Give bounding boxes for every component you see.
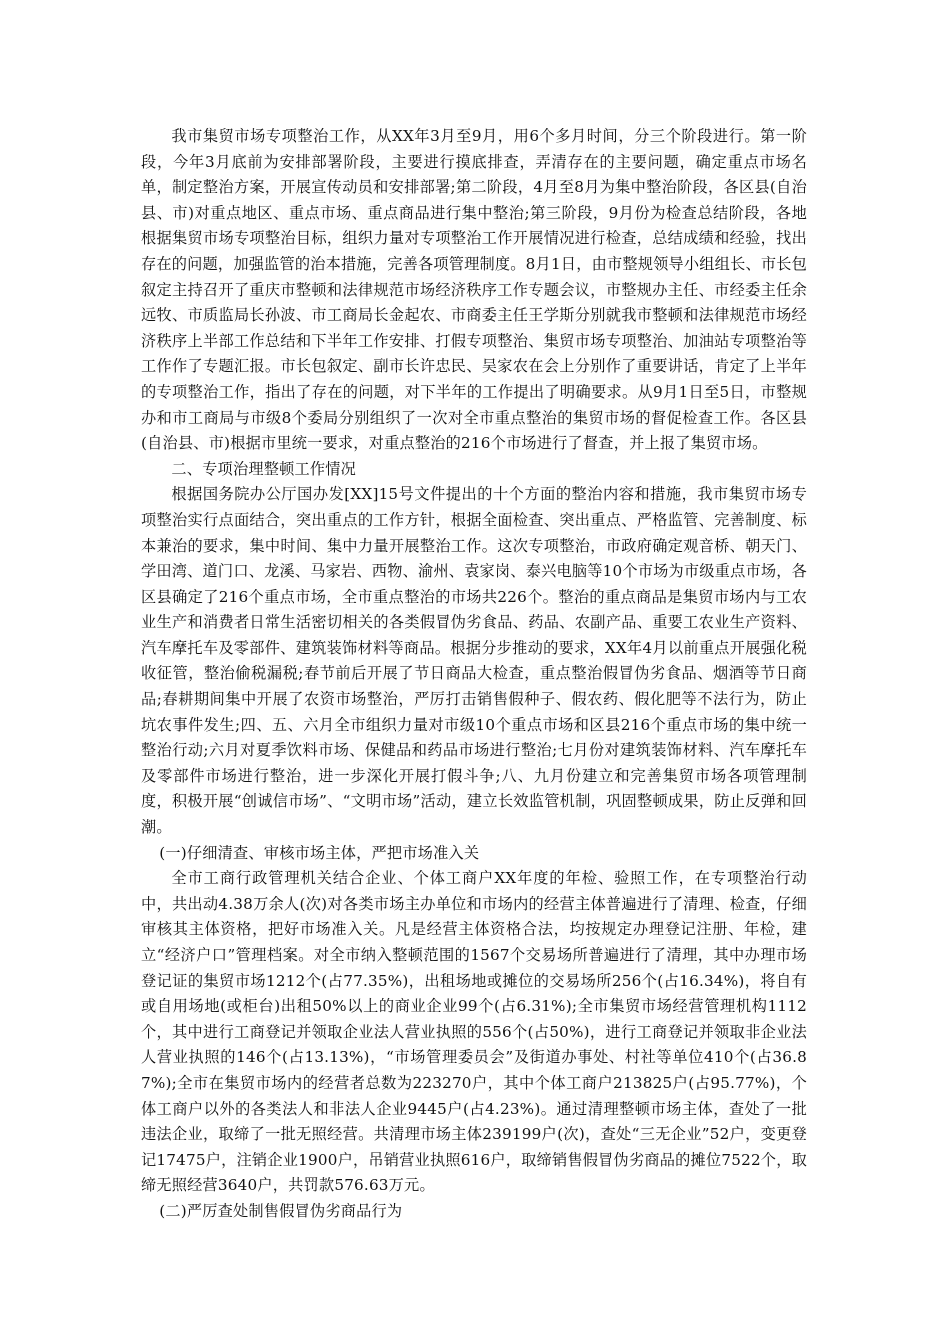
document-page: [141, 124, 807, 1225]
subsection-heading-one: (一)仔细清查、审核市场主体，严把市场准入关: [159, 843, 480, 862]
paragraph-measures: 根据国务院办公厅国办发[XX]15号文件提出的十个方面的整治内容和措施，我市集贸市场专项整治实行点面结合，突出重点的工作方针，根据全面检查、突出重点、严格监管、完善制度、标本兼治的要求，集中时间、集中力量开展整治工作。这次专项整治，市政府确定观音桥、朝天门、学田湾、道门口、龙溪、马家岩、西物、渝州、袁家岗、泰兴电脑等10个市场为市级重点市场，各区县确定了216个重点市场，全市重点整治的市场共226个。整治的重点商品是集贸市场内与工农业生产和消费者日常生活密切相关的各类假冒伪劣食品、药品、农副产品、重要工农业生产资料、汽车摩托车及零部件、建筑装饰材料等商品。根据分步推动的要求，XX年4月以前重点开展强化税收征管，整治偷税漏税;春节前后开展了节日商品大检查，重点整治假冒伪劣食品、烟酒等节日商品;春耕期间集中开展了农资市场整治，严厉打击销售假种子、假农药、假化肥等不法行为，防止坑农事件发生;四、五、六月全市组织力量对市级10个重点市场和区县216个重点市场的集中统一整治行动;六月对夏季饮料市场、保健品和药品市场进行整治;七月份对建筑装饰材料、汽车摩托车及零部件市场进行整治，进一步深化开展打假斗争;八、九月份建立和完善集贸市场各项管理制度，积极开展“创诚信市场”、“文明市场”活动，建立长效监管机制，巩固整顿成果，防止反弹和回潮。: [141, 485, 808, 837]
subsection-heading-two: (二)严厉查处制售假冒伪劣商品行为: [159, 1201, 403, 1220]
paragraph-stages: 我市集贸市场专项整治工作，从XX年3月至9月，用6个多月时间，分三个阶段进行。第一阶段，今年3月底前为安排部署阶段，主要进行摸底排查，弄清存在的主要问题，确定重点市场名单，制定整治方案，开展宣传动员和安排部署;第二阶段，4月至8月为集中整治阶段，各区县(自治县、市)对重点地区、重点市场、重点商品进行集中整治;第三阶段，9月份为检查总结阶段，各地根据集贸市场专项整治目标，组织力量对专项整治工作开展情况进行检查，总结成绩和经验，找出存在的问题，加强监管的治本措施，完善各项管理制度。8月1日，由市整规领导小组组长、市长包叙定主持召开了重庆市整顿和法律规范市场经济秩序工作专题会议，市整规办主任、市经委主任余远牧、市质监局长孙波、市工商局长金起农、市商委主任王学斯分别就我市整顿和法律规范市场经济秩序上半部工作总结和下半年工作安排、打假专项整治、集贸市场专项整治、加油站专项整治等工作作了专题汇报。市长包叙定、副市长许忠民、吴家农在会上分别作了重要讲话，肯定了上半年的专项整治工作，指出了存在的问题，对下半年的工作提出了明确要求。从9月1日至5日，市整规办和市工商局与市级8个委局分别组织了一次对全市重点整治的集贸市场的督促检查工作。各区县(自治县、市)根据市里统一要求，对重点整治的216个市场进行了督查，并上报了集贸市场。: [141, 127, 808, 453]
section-heading-two: 二、专项治理整顿工作情况: [171, 459, 357, 478]
paragraph-inspection: 全市工商行政管理机关结合企业、个体工商户XX年度的年检、验照工作，在专项整治行动中，共出动4.38万余人(次)对各类市场主办单位和市场内的经营主体普遍进行了清理、检查，仔细审核其主体资格，把好市场准入关。凡是经营主体资格合法，均按规定办理登记注册、年检，建立“经济户口”管理档案。对全市纳入整顿范围的1567个交易场所普遍进行了清理，其中办理市场登记证的集贸市场1212个(占77.35%)，出租场地或摊位的交易场所256个(占16.34%)，将自有或自用场地(或柜台)出租50%以上的商业企业99个(占6.31%);全市集贸市场经营管理机构1112个，其中进行工商登记并领取企业法人营业执照的556个(占50%)，进行工商登记并领取非企业法人营业执照的146个(占13.13%)，“市场管理委员会”及街道办事处、村社等单位410个(占36.87%);全市在集贸市场内的经营者总数为223270户，其中个体工商户213825户(占95.77%)，个体工商户以外的各类法人和非法人企业9445户(占4.23%)。通过清理整顿市场主体，查处了一批违法企业，取缔了一批无照经营。共清理市场主体239199户(次)，查处“三无企业”52户，变更登记17475户，注销企业1900户，吊销营业执照616户，取缔销售假冒伪劣商品的摊位7522个，取缔无照经营3640户，共罚款576.63万元。: [141, 869, 807, 1195]
